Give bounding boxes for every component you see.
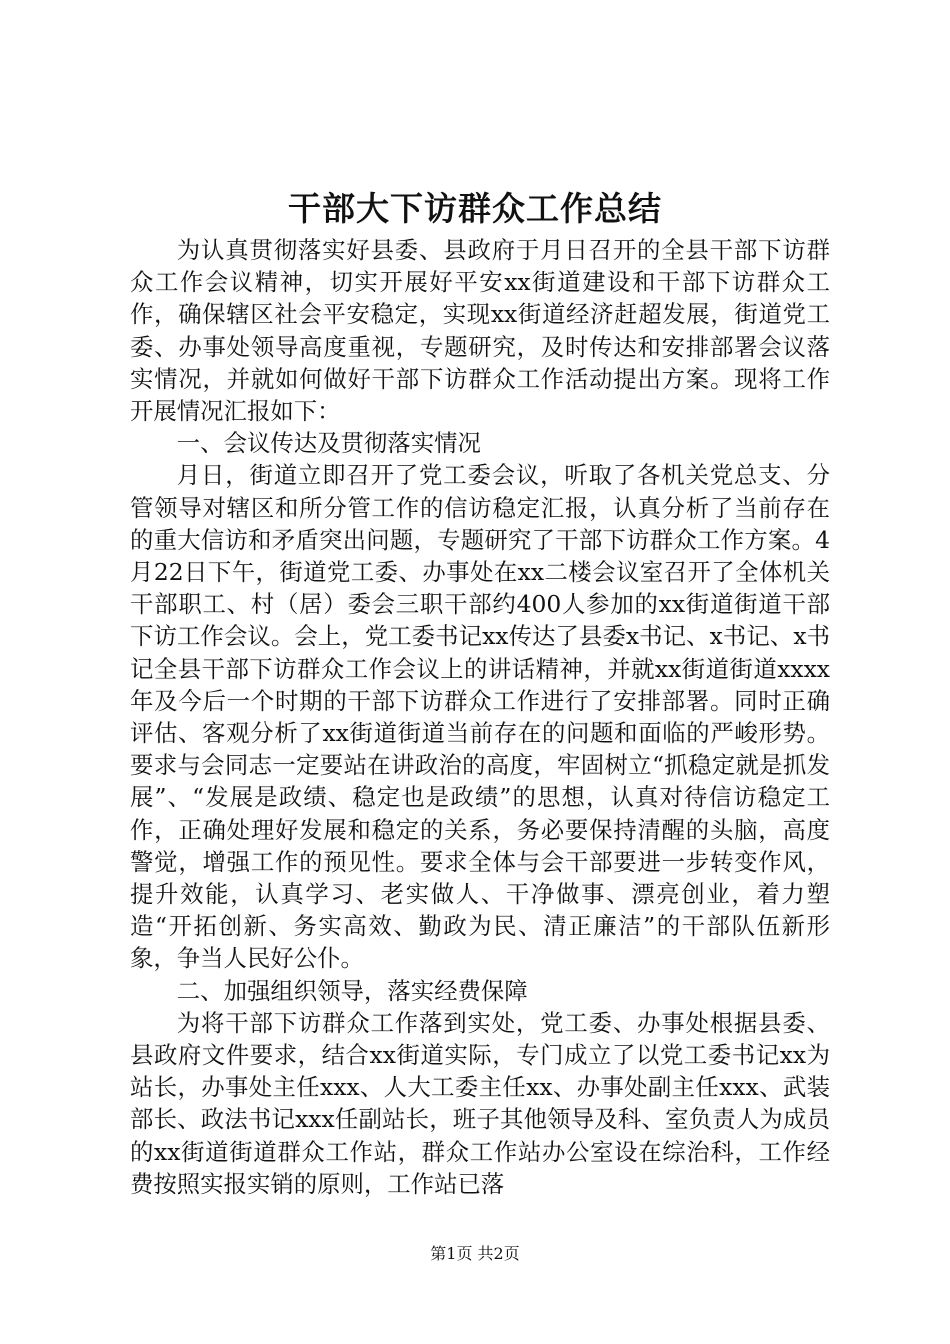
page-number-footer: 第1页 共2页 — [430, 1244, 520, 1263]
paragraph-section-2: 为将干部下访群众工作落到实处，党工委、办事处根据县委、县政府文件要求，结合xx街道实际，专门成立了以党工委书记xx为站长，办事处主任xxx、人大工委主任xx、办事处副主任xxx、武装部长、政法书记xxx任副站长，班子其他领导及科、室负责人为成员的xx街道街道群众工作站，群众工作站办公室设在综治科，工作经费按照实报实销的原则，工作站已落 — [130, 1008, 830, 1198]
document-body — [130, 234, 830, 1200]
section-heading-2: 二、加强组织领导，落实经费保障 — [176, 976, 528, 1005]
paragraph-intro: 为认真贯彻落实好县委、县政府于月日召开的全县干部下访群众工作会议精神，切实开展好平安xx街道建设和干部下访群众工作，确保辖区社会平安稳定，实现xx街道经济赶超发展，街道党工委、办事处领导高度重视，专题研究，及时传达和安排部署会议落实情况，并就如何做好干部下访群众工作活动提出方案。现将工作开展情况汇报如下： — [130, 236, 830, 426]
paragraph-section-1: 月日，街道立即召开了党工委会议，听取了各机关党总支、分管领导对辖区和所分管工作的信访稳定汇报，认真分析了当前存在的重大信访和矛盾突出问题，专题研究了干部下访群众工作方案。4月22日下午，街道党工委、办事处在xx二楼会议室召开了全体机关干部职工、村（居）委会三职干部约400人参加的xx街道街道干部下访工作会议。会上，党工委书记xx传达了县委x书记、x书记、x书记全县干部下访群众工作会议上的讲话精神，并就xx街道街道xxxx年及今后一个时期的干部下访群众工作进行了安排部署。同时正确评估、客观分析了xx街道街道当前存在的问题和面临的严峻形势。要求与会同志一定要站在讲政治的高度，牢固树立“抓稳定就是抓发展”、“发展是政绩、稳定也是政绩”的思想，认真对待信访稳定工作，正确处理好发展和稳定的关系，务必要保持清醒的头脑，高度警觉，增强工作的预见性。要求全体与会干部要进一步转变作风，提升效能，认真学习、老实做人、干净做事、漂亮创业，着力塑造“开拓创新、务实高效、勤政为民、清正廉洁”的干部队伍新形象，争当人民好公仆。 — [130, 461, 830, 973]
section-heading-1: 一、会议传达及贯彻落实情况 — [176, 429, 481, 458]
document-title: 干部大下访群众工作总结 — [288, 189, 662, 228]
